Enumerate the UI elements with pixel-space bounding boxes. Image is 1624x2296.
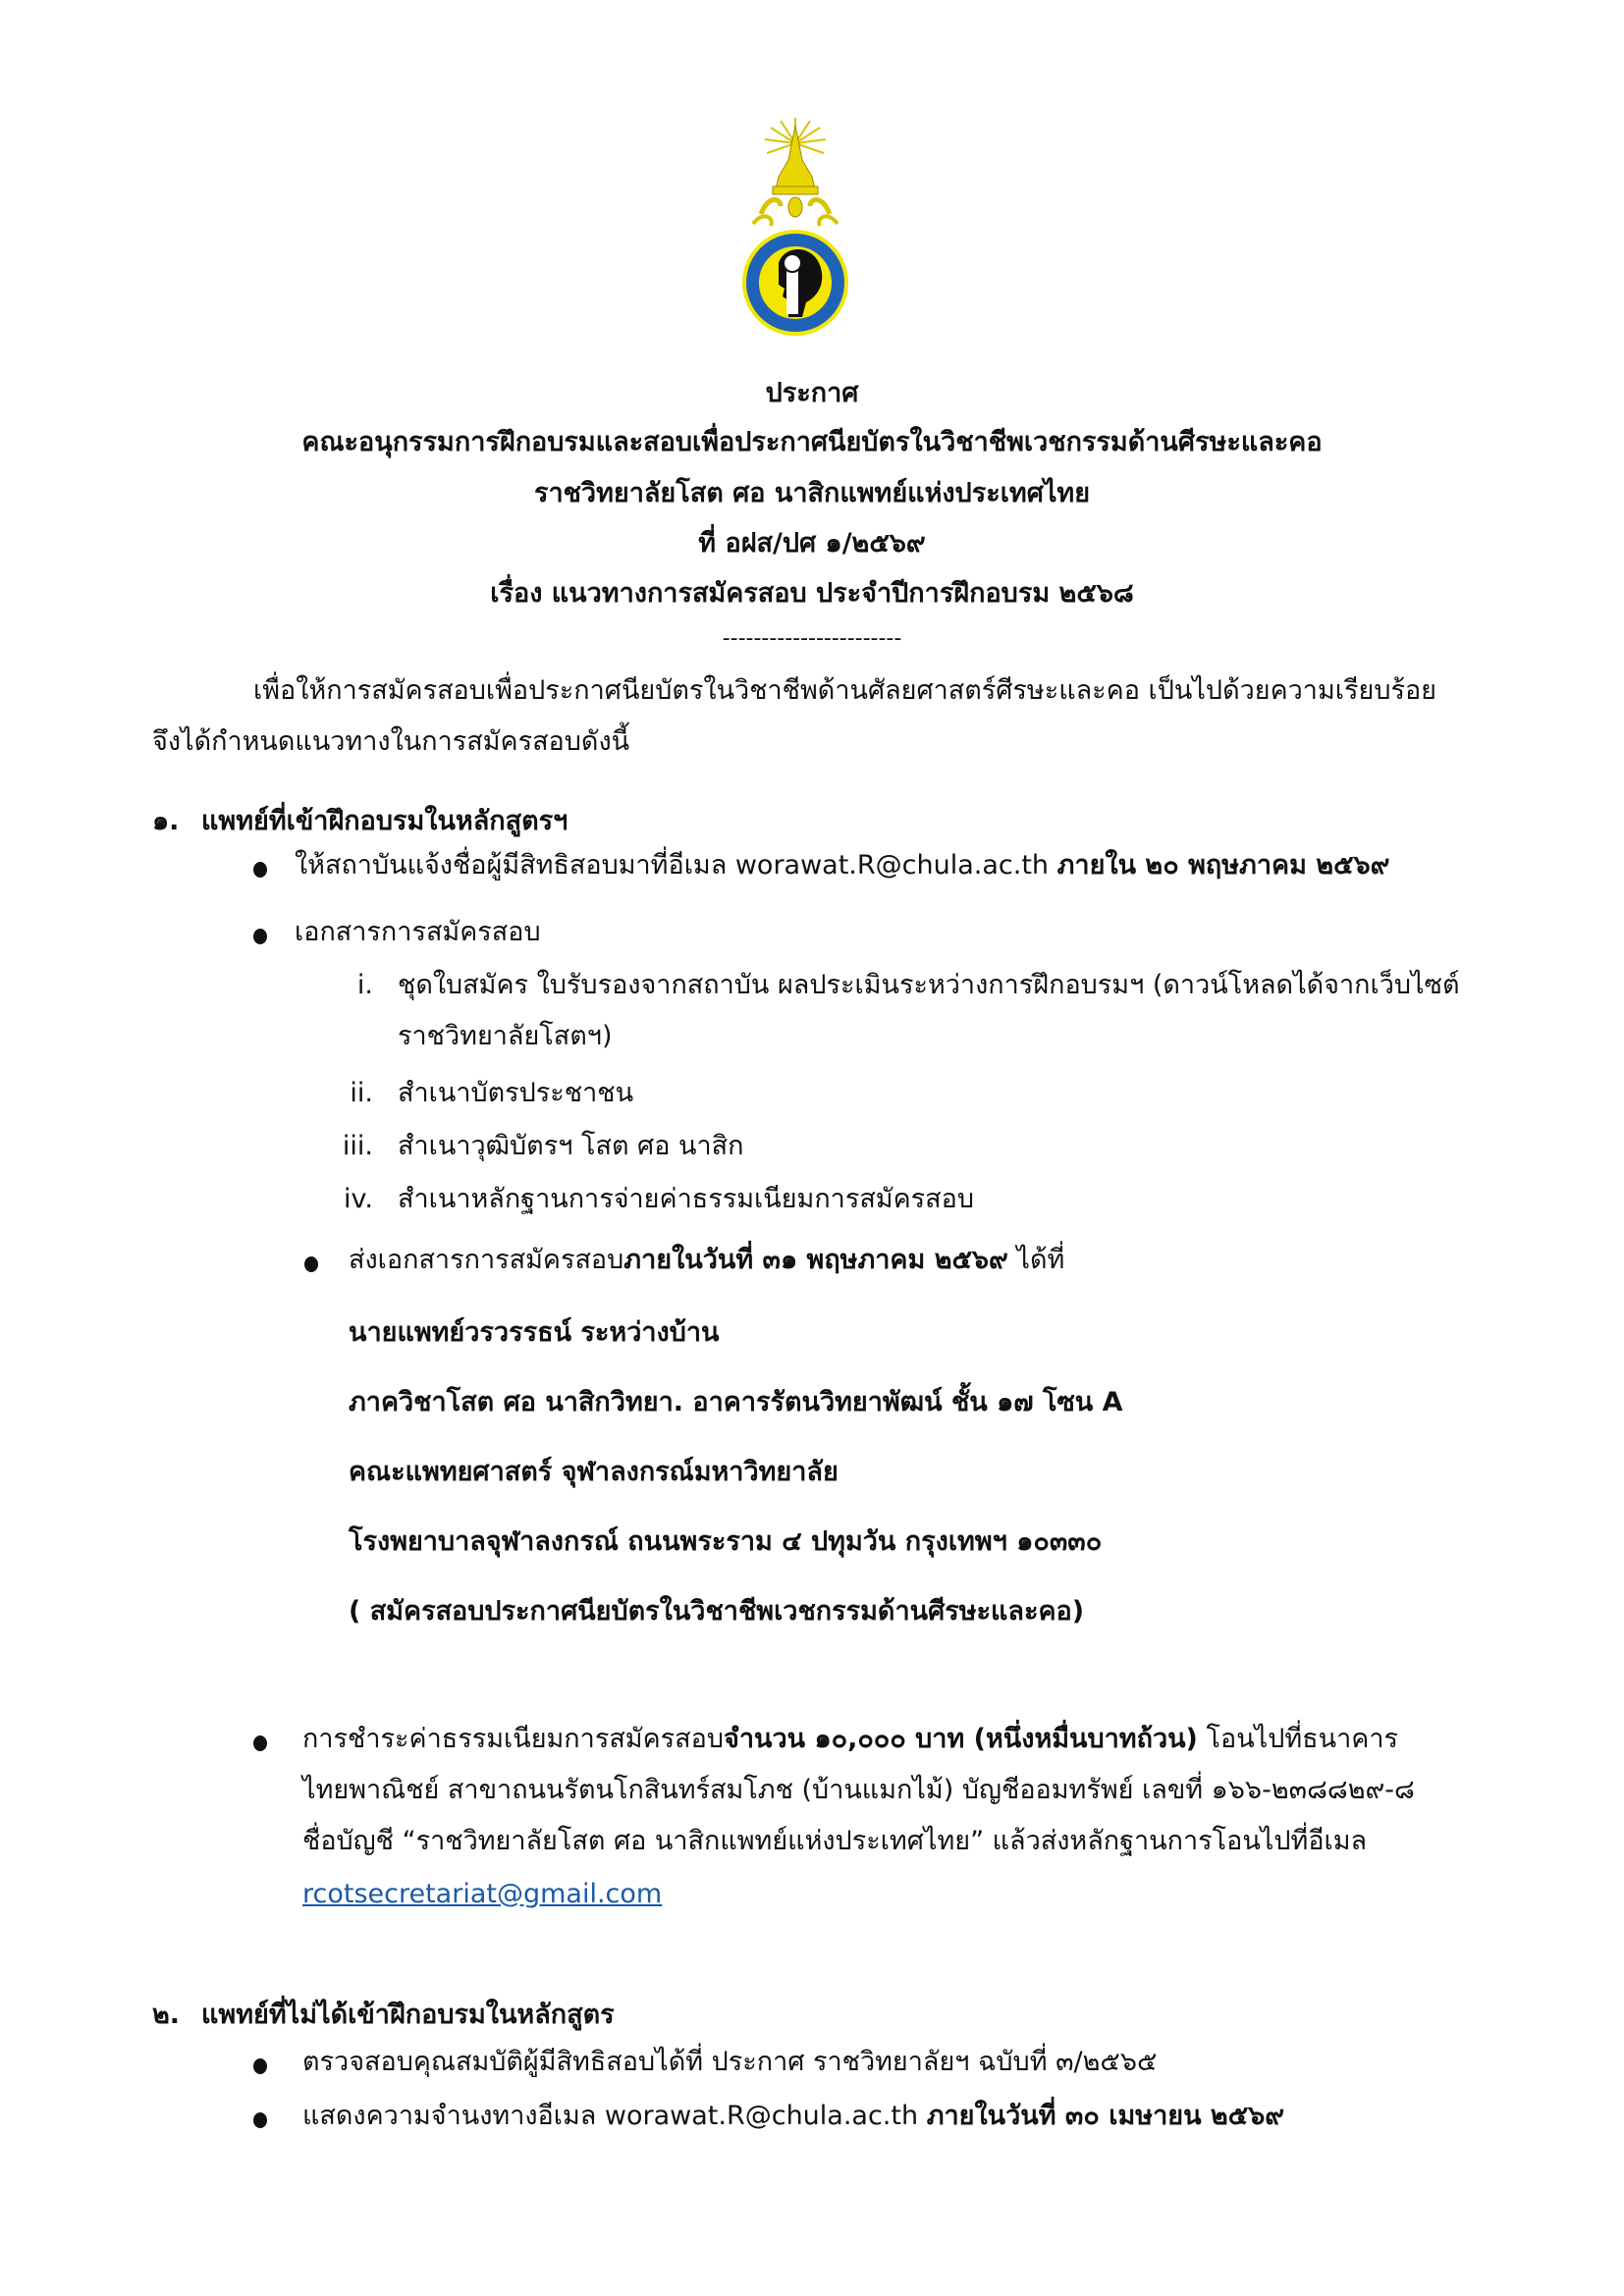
bullet-icon — [253, 2112, 267, 2128]
item-marker: ii. — [350, 1078, 373, 1108]
bullet-icon — [253, 2058, 267, 2074]
announcement-title: ประกาศ — [765, 378, 859, 408]
bullet-icon — [253, 862, 267, 878]
intent-text: แสดงความจำนงทางอีเมล worawat.R@chula.ac.th — [302, 2101, 927, 2131]
notify-deadline: ภายใน ๒๐ พฤษภาคม ๒๕๖๙ — [1056, 850, 1390, 881]
document-item: สำเนาบัตรประชาชน — [398, 1078, 634, 1108]
bullet-icon — [304, 1256, 318, 1272]
payment-text: การชำระค่าธรรมเนียมการสมัครสอบ — [302, 1724, 724, 1754]
item-marker: i. — [356, 970, 373, 1000]
notify-text: ให้สถาบันแจ้งชื่อผู้มีสิทธิสอบมาที่อีเมล worawat.R@chula.ac.th — [295, 850, 1057, 881]
intro-line-1: เพื่อให้การสมัครสอบเพื่อประกาศนียบัตรในวิชาชีพด้านศัลยศาสตร์ศีรษะและคอ เป็นไปด้วยความเรียบร้อย — [253, 675, 1436, 706]
committee-name: คณะอนุกรรมการฝึกอบรมและสอบเพื่อประกาศนียบัตรในวิชาชีพเวชกรรมด้านศีรษะและคอ — [301, 427, 1323, 457]
college-seal-logo — [741, 116, 849, 361]
submit-text: ส่งเอกสารการสมัครสอบ — [349, 1245, 624, 1275]
secretariat-email-link[interactable]: rcotsecretariat@gmail.com — [302, 1879, 663, 1909]
address-line: นายแพทย์วรวรรธน์ ระหว่างบ้าน — [349, 1317, 720, 1348]
reference-number: ที่ อฝส/ปศ ๑/๒๕๖๙ — [698, 528, 926, 559]
documents-heading: เอกสารการสมัครสอบ — [295, 917, 541, 947]
item-marker: iii. — [342, 1131, 373, 1161]
submit-deadline: ภายในวันที่ ๓๑ พฤษภาคม ๒๕๖๙ — [623, 1245, 1008, 1275]
section-2-number: ๒. — [152, 2000, 181, 2030]
payment-amount: จำนวน ๑๐,๐๐๐ บาท (หนึ่งหมื่นบาทถ้วน) — [724, 1724, 1198, 1754]
bank-details: ไทยพาณิชย์ สาขาถนนรัตนโกสินทร์สมโภช (บ้านแมกไม้) บัญชีออมทรัพย์ เลขที่ ๑๖๖-๒๓๘๘๒๙-๘ — [302, 1775, 1415, 1805]
address-line: คณะแพทยศาสตร์ จุฬาลงกรณ์มหาวิทยาลัย — [349, 1457, 839, 1487]
submit-suffix: ได้ที่ — [1007, 1245, 1065, 1275]
account-name: ชื่อบัญชี “ราชวิทยาลัยโสต ศอ นาสิกแพทย์แห่งประเทศไทย” แล้วส่งหลักฐานการโอนไปที่อีเมล — [302, 1826, 1368, 1856]
intro-line-2: จึงได้กำหนดแนวทางในการสมัครสอบดังนี้ — [152, 726, 630, 757]
payment-suffix: โอนไปที่ธนาคาร — [1197, 1724, 1399, 1754]
address-line: โรงพยาบาลจุฬาลงกรณ์ ถนนพระราม ๔ ปทุมวัน กรุงเทพฯ ๑๐๓๓๐ — [349, 1526, 1103, 1557]
separator-line: ----------------------- — [722, 626, 902, 651]
subject-line: เรื่อง แนวทางการสมัครสอบ ประจำปีการฝึกอบรม ๒๕๖๘ — [490, 578, 1134, 609]
eligibility-text: ตรวจสอบคุณสมบัติผู้มีสิทธิสอบได้ที่ ประกาศ ราชวิทยาลัยฯ ฉบับที่ ๓/๒๕๖๕ — [302, 2047, 1158, 2077]
document-item-cont: ราชวิทยาลัยโสตฯ) — [398, 1021, 613, 1051]
document-item: สำเนาหลักฐานการจ่ายค่าธรรมเนียมการสมัครสอบ — [398, 1184, 974, 1214]
college-name: ราชวิทยาลัยโสต ศอ นาสิกแพทย์แห่งประเทศไทย — [533, 478, 1091, 508]
section-1-title: แพทย์ที่เข้าฝึกอบรมในหลักสูตรฯ — [201, 806, 568, 836]
document-item: สำเนาวุฒิบัตรฯ โสต ศอ นาสิก — [398, 1131, 744, 1161]
document-item: ชุดใบสมัคร ใบรับรองจากสถาบัน ผลประเมินระหว่างการฝึกอบรมฯ (ดาวน์โหลดได้จากเว็บไซต์ — [398, 970, 1460, 1000]
section-1-number: ๑. — [152, 806, 180, 836]
item-marker: iv. — [344, 1184, 373, 1214]
intent-deadline: ภายในวันที่ ๓๐ เมษายน ๒๕๖๙ — [926, 2101, 1285, 2131]
bullet-icon — [253, 1735, 267, 1751]
address-line: ภาควิชาโสต ศอ นาสิกวิทยา. อาคารรัตนวิทยาพัฒน์ ชั้น ๑๗ โซน A — [349, 1387, 1123, 1417]
bullet-icon — [253, 929, 267, 944]
address-line: ( สมัครสอบประกาศนียบัตรในวิชาชีพเวชกรรมด้านศีรษะและคอ) — [349, 1596, 1085, 1627]
section-2-title: แพทย์ที่ไม่ได้เข้าฝึกอบรมในหลักสูตร — [201, 2000, 615, 2030]
